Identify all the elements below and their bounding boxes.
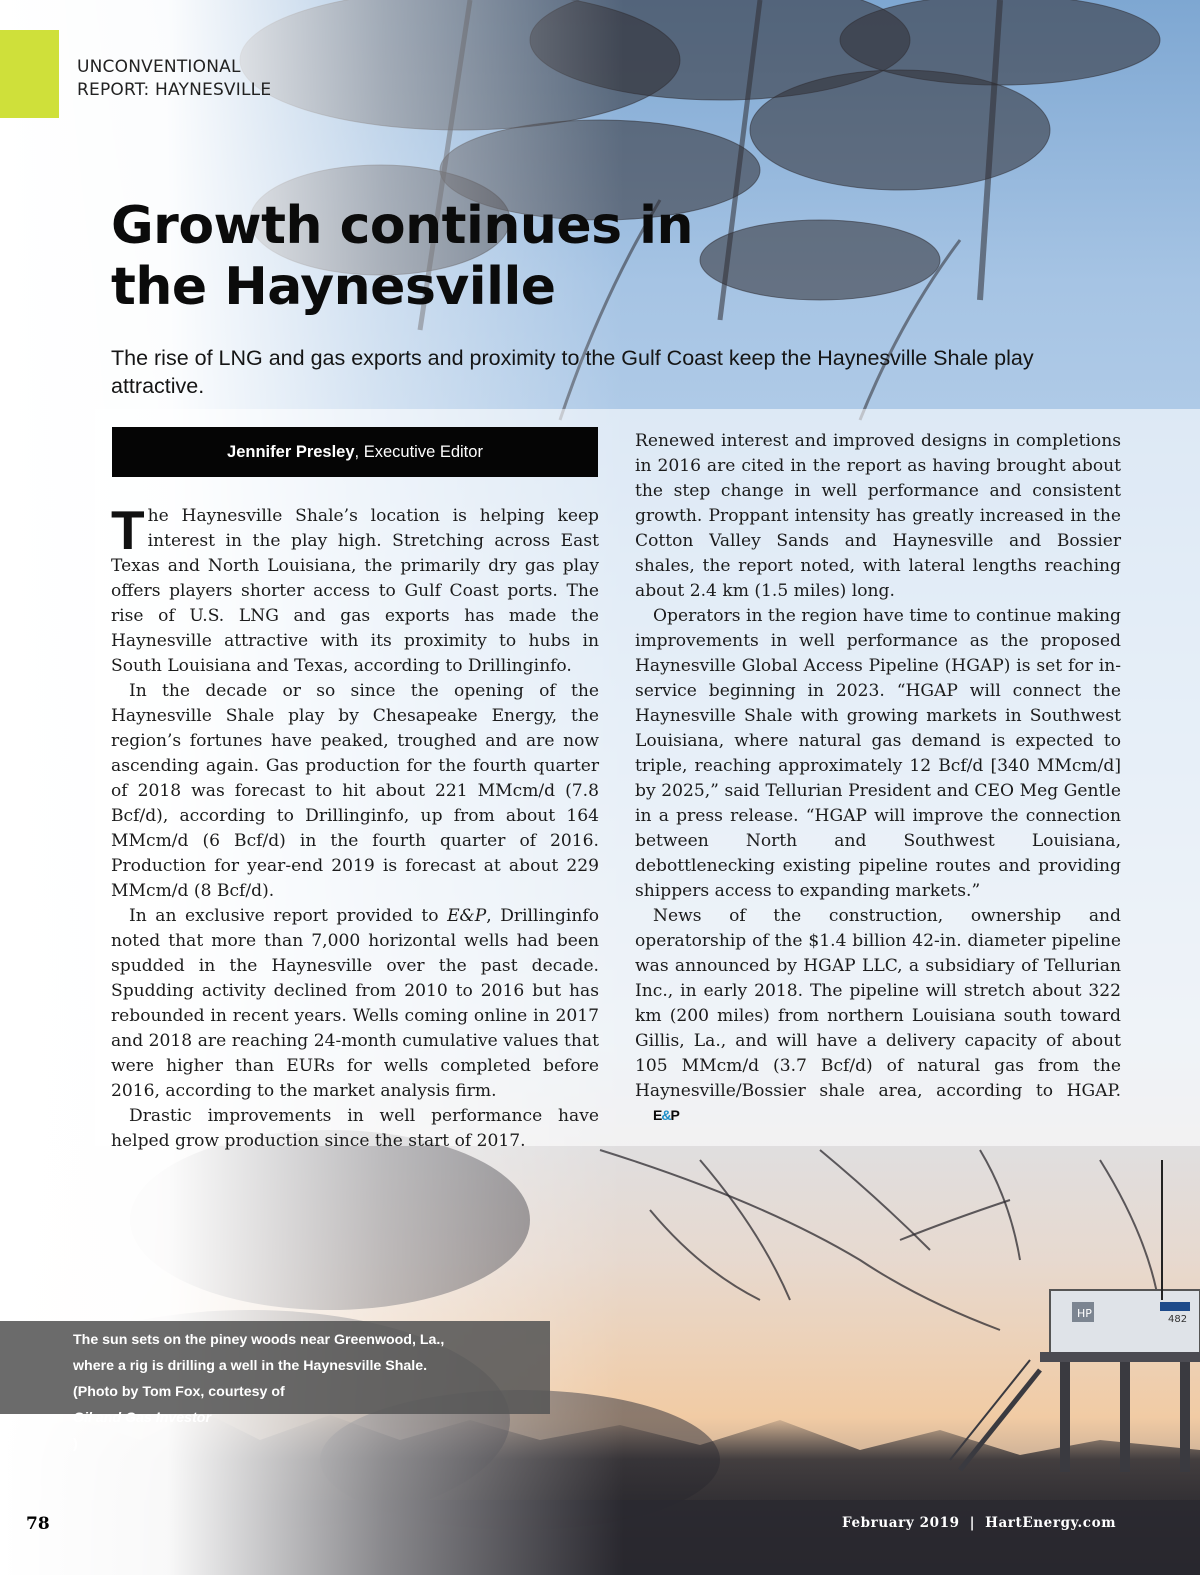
headline-line1: Growth continues in — [111, 196, 694, 256]
byline-title: , Executive Editor — [354, 442, 483, 461]
folio-separator: | — [969, 1515, 976, 1531]
caption-line2: where a rig is drilling a well in the Haynesville Shale. — [73, 1358, 428, 1374]
body-paragraph-text: In an exclusive report provided to — [129, 906, 448, 926]
deck: The rise of LNG and gas exports and proximity to the Gulf Coast keep the Haynesville Shale play attractive. — [111, 346, 1034, 398]
body-paragraph — [635, 904, 1121, 1129]
byline-author: Jennifer Presley — [227, 442, 355, 461]
end-mark-p: P — [670, 1107, 679, 1123]
folio-issue: February 2019 — [842, 1515, 960, 1531]
drop-cap: T — [111, 499, 145, 561]
page-number: 78 — [26, 1514, 50, 1534]
body-paragraph: Operators in the region have time to continue making improvements in well performance as the proposed Haynesville Global Access Pipeline (HGAP) is set for in-service beginning in 2023. “HGAP will connect the Haynesville Shale with growing markets in Southwest Louisiana, where natural gas demand is expected to triple, reaching approximately 12 Bcf/d [340 MMcm/d] by 2025,” said Tellurian President and CEO Meg Gentle in a press release. “HGAP will improve the connection between North and Southwest Louisiana, debottlenecking existing pipeline routes and providing shippers access to expanding markets.” — [635, 606, 1121, 901]
headline — [111, 196, 871, 318]
folio-site: HartEnergy.com — [985, 1515, 1117, 1531]
publication-name: E&P — [447, 906, 487, 926]
end-mark-logo — [635, 1103, 679, 1128]
body-paragraph-text: he Haynesville Shale’s location is helping keep interest in the play high. Stretching across East Texas and North Louisiana, the primarily dry gas play offers players shorter access to Gulf Coast ports. The rise of U.S. LNG and gas exports has made the Haynesville attractive with its proximity to hubs in South Louisiana and Texas, according to Drillinginfo. — [111, 506, 599, 676]
body-paragraph: Drastic improvements in well performance have helped grow production since the start of 2017. — [111, 1106, 599, 1151]
folio-footer — [842, 1515, 1116, 1531]
headline-line2: the Haynesville — [111, 257, 556, 317]
end-mark-e: E — [653, 1107, 662, 1123]
caption-credit: (Photo by Tom Fox, courtesy of — [73, 1384, 285, 1400]
body-paragraph — [111, 499, 599, 679]
caption-line3 — [73, 1379, 543, 1457]
section-label — [77, 56, 271, 102]
body-column-right — [635, 429, 1121, 1129]
body-column-left — [111, 499, 599, 1154]
caption-line1: The sun sets on the piney woods near Greenwood, La., — [73, 1332, 445, 1348]
section-accent-tab — [0, 30, 59, 118]
body-paragraph-text: , Drillinginfo noted that more than 7,000 horizontal wells had been spudded in the Haynesville over the past decade. Spudding activity declined from 2010 to 2016 but has rebounded in recent years. Wells coming online in 2017 and 2018 are reaching 24-month cumulative values that were higher than EURs for wells completed before 2016, according to the market analysis firm. — [111, 906, 599, 1101]
body-paragraph-text: News of the construction, ownership and operatorship of the $1.4 billion 42-in. diameter pipeline was announced by HGAP LLC, a subsidiary of Tellurian Inc., in early 2018. The pipeline will stretch about 322 km (200 miles) from northern Louisiana south toward Gillis, La., and will have a delivery capacity of about 105 MMcm/d (3.7 Bcf/d) of natural gas from the Haynesville/Bossier shale area, according to HGAP. — [635, 906, 1121, 1101]
section-label-line1: UNCONVENTIONAL — [77, 57, 241, 77]
body-paragraph: In the decade or so since the opening of the Haynesville Shale play by Chesapeake Energy, the region’s fortunes have peaked, troughed and are now ascending again. Gas production for the fourth quarter of 2018 was forecast to hit about 221 MMcm/d (7.8 Bcf/d), according to Drillinginfo, up from about 164 MMcm/d (6 Bcf/d) in the fourth quarter of 2016. Production for year-end 2019 is forecast at about 229 MMcm/d (8 Bcf/d). — [111, 681, 599, 901]
body-paragraph — [111, 904, 599, 1104]
section-label-line2: REPORT: HAYNESVILLE — [77, 80, 272, 100]
caption-publication: Oil and Gas Investor — [73, 1410, 211, 1426]
byline-bar — [112, 427, 598, 477]
photo-caption — [73, 1327, 543, 1457]
end-mark-amp: & — [661, 1107, 671, 1123]
body-paragraph: Renewed interest and improved designs in completions in 2016 are cited in the report as having brought about the step change in well performance and consistent growth. Proppant intensity has greatly increased in the Cotton Valley Sands and Haynesville and Bossier shales, the report noted, with lateral lengths reaching about 2.4 km (1.5 miles) long. — [635, 431, 1121, 601]
caption-credit-end: ) — [73, 1436, 78, 1452]
